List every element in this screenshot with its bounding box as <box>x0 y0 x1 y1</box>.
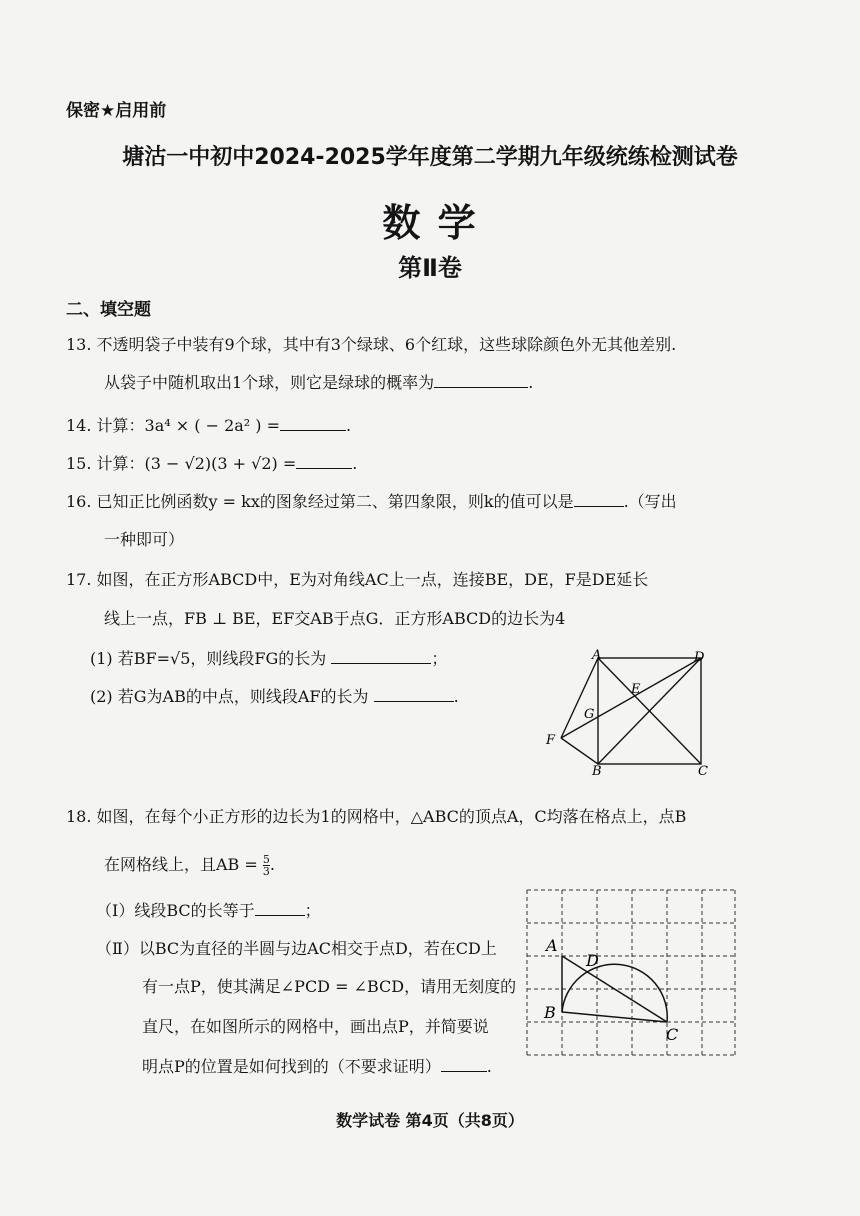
q18-line1: 18. 如图，在每个小正方形的边长为1的网格中，△ABC的顶点A，C均落在格点上，点B <box>66 807 687 826</box>
fig17-label-d: D <box>694 650 705 665</box>
fig18-label-a: A <box>546 936 558 955</box>
fig18-label-d: D <box>586 951 599 970</box>
q18-part2-answer-blank[interactable] <box>441 1055 487 1072</box>
q17-figure <box>540 645 740 780</box>
grid-lines <box>527 890 735 1055</box>
fig18-label-b: B <box>544 1003 556 1022</box>
q15-answer-blank[interactable] <box>296 452 352 469</box>
fig17-label-b: B <box>592 764 602 779</box>
q18-part2-line4 <box>142 1054 492 1077</box>
q14-end: . <box>346 416 352 435</box>
fraction-numerator: 5 <box>262 853 270 866</box>
fig17-label-a: A <box>592 648 602 663</box>
q16-answer-blank[interactable] <box>574 490 624 507</box>
q15 <box>66 451 357 474</box>
q17-line2: 线上一点，FB ⊥ BE，EF交AB于点G．正方形ABCD的边长为4 <box>104 609 566 628</box>
q13-line1: 13. 不透明袋子中装有9个球，其中有3个绿球、6个红球，这些球除颜色外无其他差别. <box>66 335 677 354</box>
fig17-label-g: G <box>584 707 595 722</box>
q15-text: 15. 计算：(3 − √2)(3 + √2) = <box>66 454 297 473</box>
fraction-denominator: 3 <box>262 865 270 878</box>
q16-line2: 一种即可） <box>104 530 185 549</box>
q18-part2-line3: 直尺，在如图所示的网格中，画出点P，并简要说 <box>142 1017 489 1036</box>
q17-part2 <box>90 684 459 707</box>
q17-part1-answer-blank[interactable] <box>331 647 431 664</box>
subject-title: 数 学 <box>382 201 478 245</box>
q17-part1 <box>90 646 447 669</box>
q14-answer-blank[interactable] <box>280 414 346 431</box>
page-footer: 数学试卷 第4页（共8页） <box>336 1111 524 1130</box>
q17-part1-end: ； <box>431 649 448 668</box>
q15-end: . <box>352 454 358 473</box>
q18-line2 <box>104 852 275 877</box>
q17-part2-text: (2) 若G为AB的中点，则线段AF的长为 <box>90 687 369 706</box>
q18-part1-answer-blank[interactable] <box>255 899 305 916</box>
q18-part2-end: . <box>486 1057 492 1076</box>
q18-grid-figure <box>520 885 740 1060</box>
exam-title: 塘沽一中初中2024-2025学年度第二学期九年级统练检测试卷 <box>122 145 738 170</box>
q18-part2-line1: （Ⅱ）以BC为直径的半圆与边AC相交于点D，若在CD上 <box>96 939 497 958</box>
q16-end: .（写出 <box>623 492 677 511</box>
q18-fraction <box>263 854 270 877</box>
q17-part2-answer-blank[interactable] <box>374 685 454 702</box>
fig17-label-e: E <box>631 682 641 697</box>
q18-line2-text: 在网格线上，且AB = <box>104 855 258 874</box>
q16-text: 16. 已知正比例函数y = kx的图象经过第二、第四象限，则k的值可以是 <box>66 492 574 511</box>
q13-answer-blank[interactable] <box>434 371 528 388</box>
q17-line1: 17. 如图，在正方形ABCD中，E为对角线AC上一点，连接BE，DE，F是DE延长 <box>66 570 649 589</box>
q18-part1 <box>96 898 321 921</box>
volume-title: 第Ⅱ卷 <box>398 254 462 282</box>
q18-line2-end: . <box>269 855 275 874</box>
q18-part2-text: 明点P的位置是如何找到的（不要求证明） <box>142 1057 441 1076</box>
q14-text: 14. 计算：3a⁴ × ( − 2a² ) = <box>66 416 281 435</box>
q13-end: . <box>528 373 534 392</box>
q18-part2-line2: 有一点P，使其满足∠PCD = ∠BCD，请用无刻度的 <box>142 977 517 996</box>
q18-part1-text: （Ⅰ）线段BC的长等于 <box>96 901 255 920</box>
q17-part1-text: (1) 若BF=√5，则线段FG的长为 <box>90 649 327 668</box>
section-heading: 二、填空题 <box>66 300 151 320</box>
q13-line2 <box>104 370 533 393</box>
q14 <box>66 413 351 436</box>
q16-line1 <box>66 489 677 512</box>
q17-part2-end: . <box>453 687 459 706</box>
fig17-label-f: F <box>546 733 556 748</box>
q13-text: 从袋子中随机取出1个球，则它是绿球的概率为 <box>104 373 435 392</box>
q18-part1-end: ； <box>304 901 321 920</box>
confidential-label: 保密★启用前 <box>66 101 167 121</box>
fig18-label-c: C <box>666 1025 679 1044</box>
fig17-label-c: C <box>698 764 708 779</box>
